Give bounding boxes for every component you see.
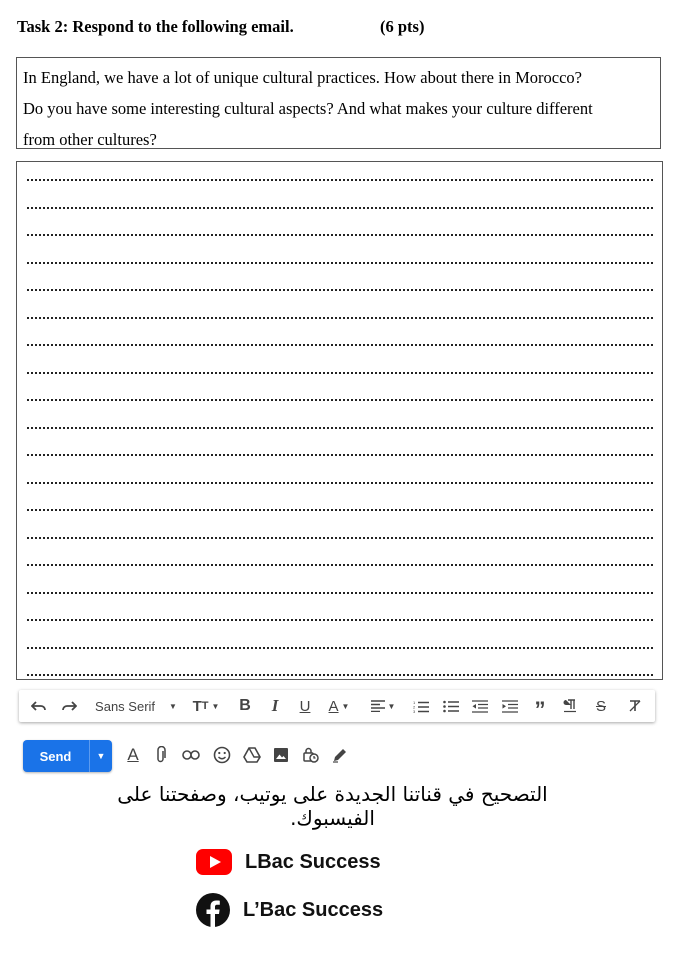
answer-line: [27, 647, 653, 649]
email-prompt-line: from other cultures?: [23, 130, 157, 149]
chevron-down-icon: ▼: [169, 701, 177, 711]
answer-line: [27, 592, 653, 594]
send-button[interactable]: Send: [39, 748, 72, 764]
answer-line: [27, 674, 653, 676]
arabic-notice: التصحيح في قناتنا الجديدة على يوتيب، وصفحتنا على الفيسبوك.: [117, 782, 548, 830]
svg-text:1: 1: [413, 699, 416, 705]
answer-box[interactable]: [16, 161, 663, 680]
indent-less-icon[interactable]: [468, 690, 492, 722]
answer-line: [27, 427, 653, 429]
bulleted-list-icon[interactable]: [439, 690, 463, 722]
facebook-icon: [195, 892, 231, 928]
chevron-down-icon: ▼: [211, 701, 220, 711]
answer-line: [27, 262, 653, 264]
font-family-label: Sans Serif: [95, 698, 156, 714]
answer-line: [27, 179, 653, 181]
facebook-label: L’Bac Success: [243, 898, 384, 921]
italic-icon[interactable]: I: [271, 696, 279, 715]
text-color-label: A: [328, 697, 339, 715]
chevron-down-icon: ▼: [341, 701, 350, 711]
task-points: (6 pts): [380, 17, 425, 36]
emoji-icon[interactable]: [211, 742, 233, 768]
email-prompt-box: [16, 57, 661, 149]
answer-line: [27, 234, 653, 236]
youtube-label: LBac Success: [245, 850, 381, 873]
answer-line: [27, 207, 653, 209]
rtl-icon[interactable]: [558, 690, 582, 722]
youtube-channel[interactable]: [195, 845, 381, 879]
svg-text:2: 2: [413, 704, 416, 709]
remove-formatting-icon[interactable]: [623, 690, 647, 722]
chevron-down-icon: ▼: [387, 701, 396, 711]
answer-line: [27, 537, 653, 539]
indent-more-icon[interactable]: [498, 690, 522, 722]
answer-line: [27, 564, 653, 566]
formatting-toolbar: [19, 690, 655, 722]
font-size-icon[interactable]: T T ▼: [192, 697, 220, 715]
send-button-group: [23, 740, 112, 772]
answer-line: [27, 372, 653, 374]
font-family-select[interactable]: [91, 690, 181, 722]
quote-icon[interactable]: ”: [534, 697, 546, 722]
photo-icon[interactable]: [270, 742, 292, 768]
drive-icon[interactable]: [241, 742, 263, 768]
text-color-icon[interactable]: [322, 690, 356, 722]
youtube-icon: [195, 848, 233, 876]
answer-line: [27, 289, 653, 291]
attach-icon[interactable]: [152, 742, 170, 768]
send-options-chevron-icon[interactable]: ▼: [96, 751, 106, 761]
underline-icon[interactable]: U: [299, 697, 311, 715]
answer-line: [27, 454, 653, 456]
undo-icon[interactable]: [27, 690, 51, 722]
answer-line: [27, 344, 653, 346]
answer-line: [27, 399, 653, 401]
svg-text:3: 3: [413, 708, 416, 713]
answer-line: [27, 317, 653, 319]
strikethrough-icon[interactable]: S: [595, 697, 606, 715]
answer-line: [27, 482, 653, 484]
redo-icon[interactable]: [57, 690, 81, 722]
confidential-icon[interactable]: [299, 742, 321, 768]
facebook-page[interactable]: [195, 893, 383, 927]
numbered-list-icon[interactable]: [409, 690, 433, 722]
task-title-text: Task 2: Respond to the following email.: [17, 17, 294, 36]
email-prompt-line: Do you have some interesting cultural aspects? And what makes your culture different: [23, 99, 593, 118]
bold-icon[interactable]: B: [239, 697, 251, 714]
answer-line: [27, 619, 653, 621]
link-icon[interactable]: [180, 742, 202, 768]
signature-icon[interactable]: [329, 742, 351, 768]
email-prompt-line: In England, we have a lot of unique cultural practices. How about there in Morocco?: [23, 68, 582, 87]
formatting-icon[interactable]: A: [127, 745, 139, 764]
answer-line: [27, 509, 653, 511]
align-icon[interactable]: [366, 690, 400, 722]
task-title: [17, 17, 657, 37]
